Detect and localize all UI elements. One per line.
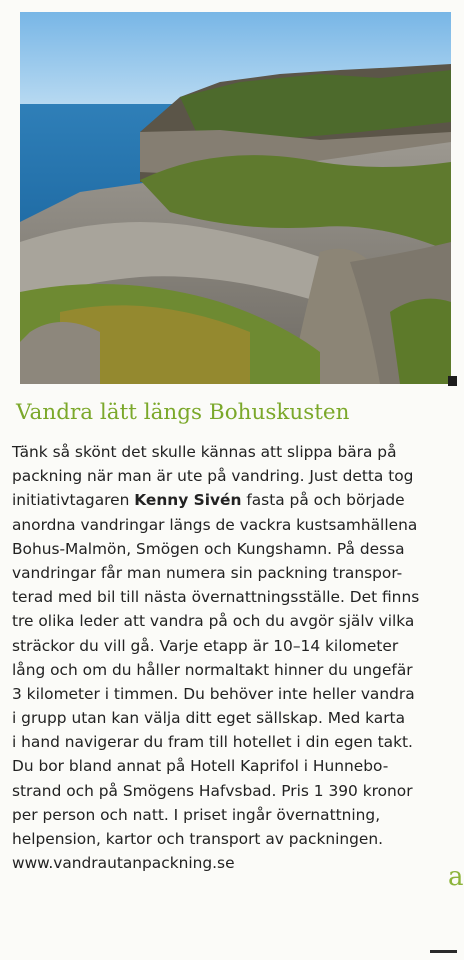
body-text: fasta på och började <box>241 491 405 510</box>
body-line: Bohus-Malmön, Smögen och Kungshamn. På dessa <box>12 539 405 558</box>
body-line: i grupp utan kan välja ditt eget sällskap. Med karta <box>12 709 406 728</box>
body-line: anordna vandringar längs de vackra kustsamhällena <box>12 515 418 534</box>
body-line: Du bor bland annat på Hotell Kaprifol i Hunnebo- <box>12 757 389 776</box>
body-line: per person och natt. I priset ingår övernattning, <box>12 805 381 824</box>
photo-graphic <box>20 12 451 384</box>
body-line: tre olika leder att vandra på och du avgör själv vilka <box>12 612 415 631</box>
article-body <box>12 440 444 875</box>
body-line <box>12 488 444 512</box>
body-line: packning när man är ute på vandring. Just detta tog <box>12 467 414 486</box>
page-corner-mark <box>430 950 457 953</box>
body-line: sträckor du vill gå. Varje etapp är 10–14 kilometer <box>12 636 399 655</box>
page-edge-mark <box>448 376 457 386</box>
body-line: i hand navigerar du fram till hotellet i din egen takt. <box>12 733 413 752</box>
body-line: terad med bil till nästa övernattningsställe. Det finns <box>12 588 420 607</box>
article-headline: Vandra lätt längs Bohuskusten <box>16 400 350 425</box>
body-line: strand och på Smögens Hafvsbad. Pris 1 390 kronor <box>12 781 413 800</box>
body-line: helpension, kartor och transport av packningen. <box>12 830 384 848</box>
body-line: lång och om du håller normaltakt hinner du ungefär <box>12 660 413 679</box>
margin-letter: a <box>448 862 464 892</box>
body-line: vandringar får man numera sin packning transpor- <box>12 563 403 582</box>
body-text: initiativtagaren <box>12 491 135 510</box>
body-line: 3 kilometer i timmen. Du behöver inte heller vandra <box>12 684 415 703</box>
website-link[interactable]: www.vandrautanpackning.se <box>12 854 235 873</box>
body-line: Tänk så skönt det skulle kännas att slippa bära på <box>12 443 397 461</box>
person-name: Kenny Sivén <box>134 491 242 510</box>
coastal-landscape-photo <box>20 12 451 384</box>
